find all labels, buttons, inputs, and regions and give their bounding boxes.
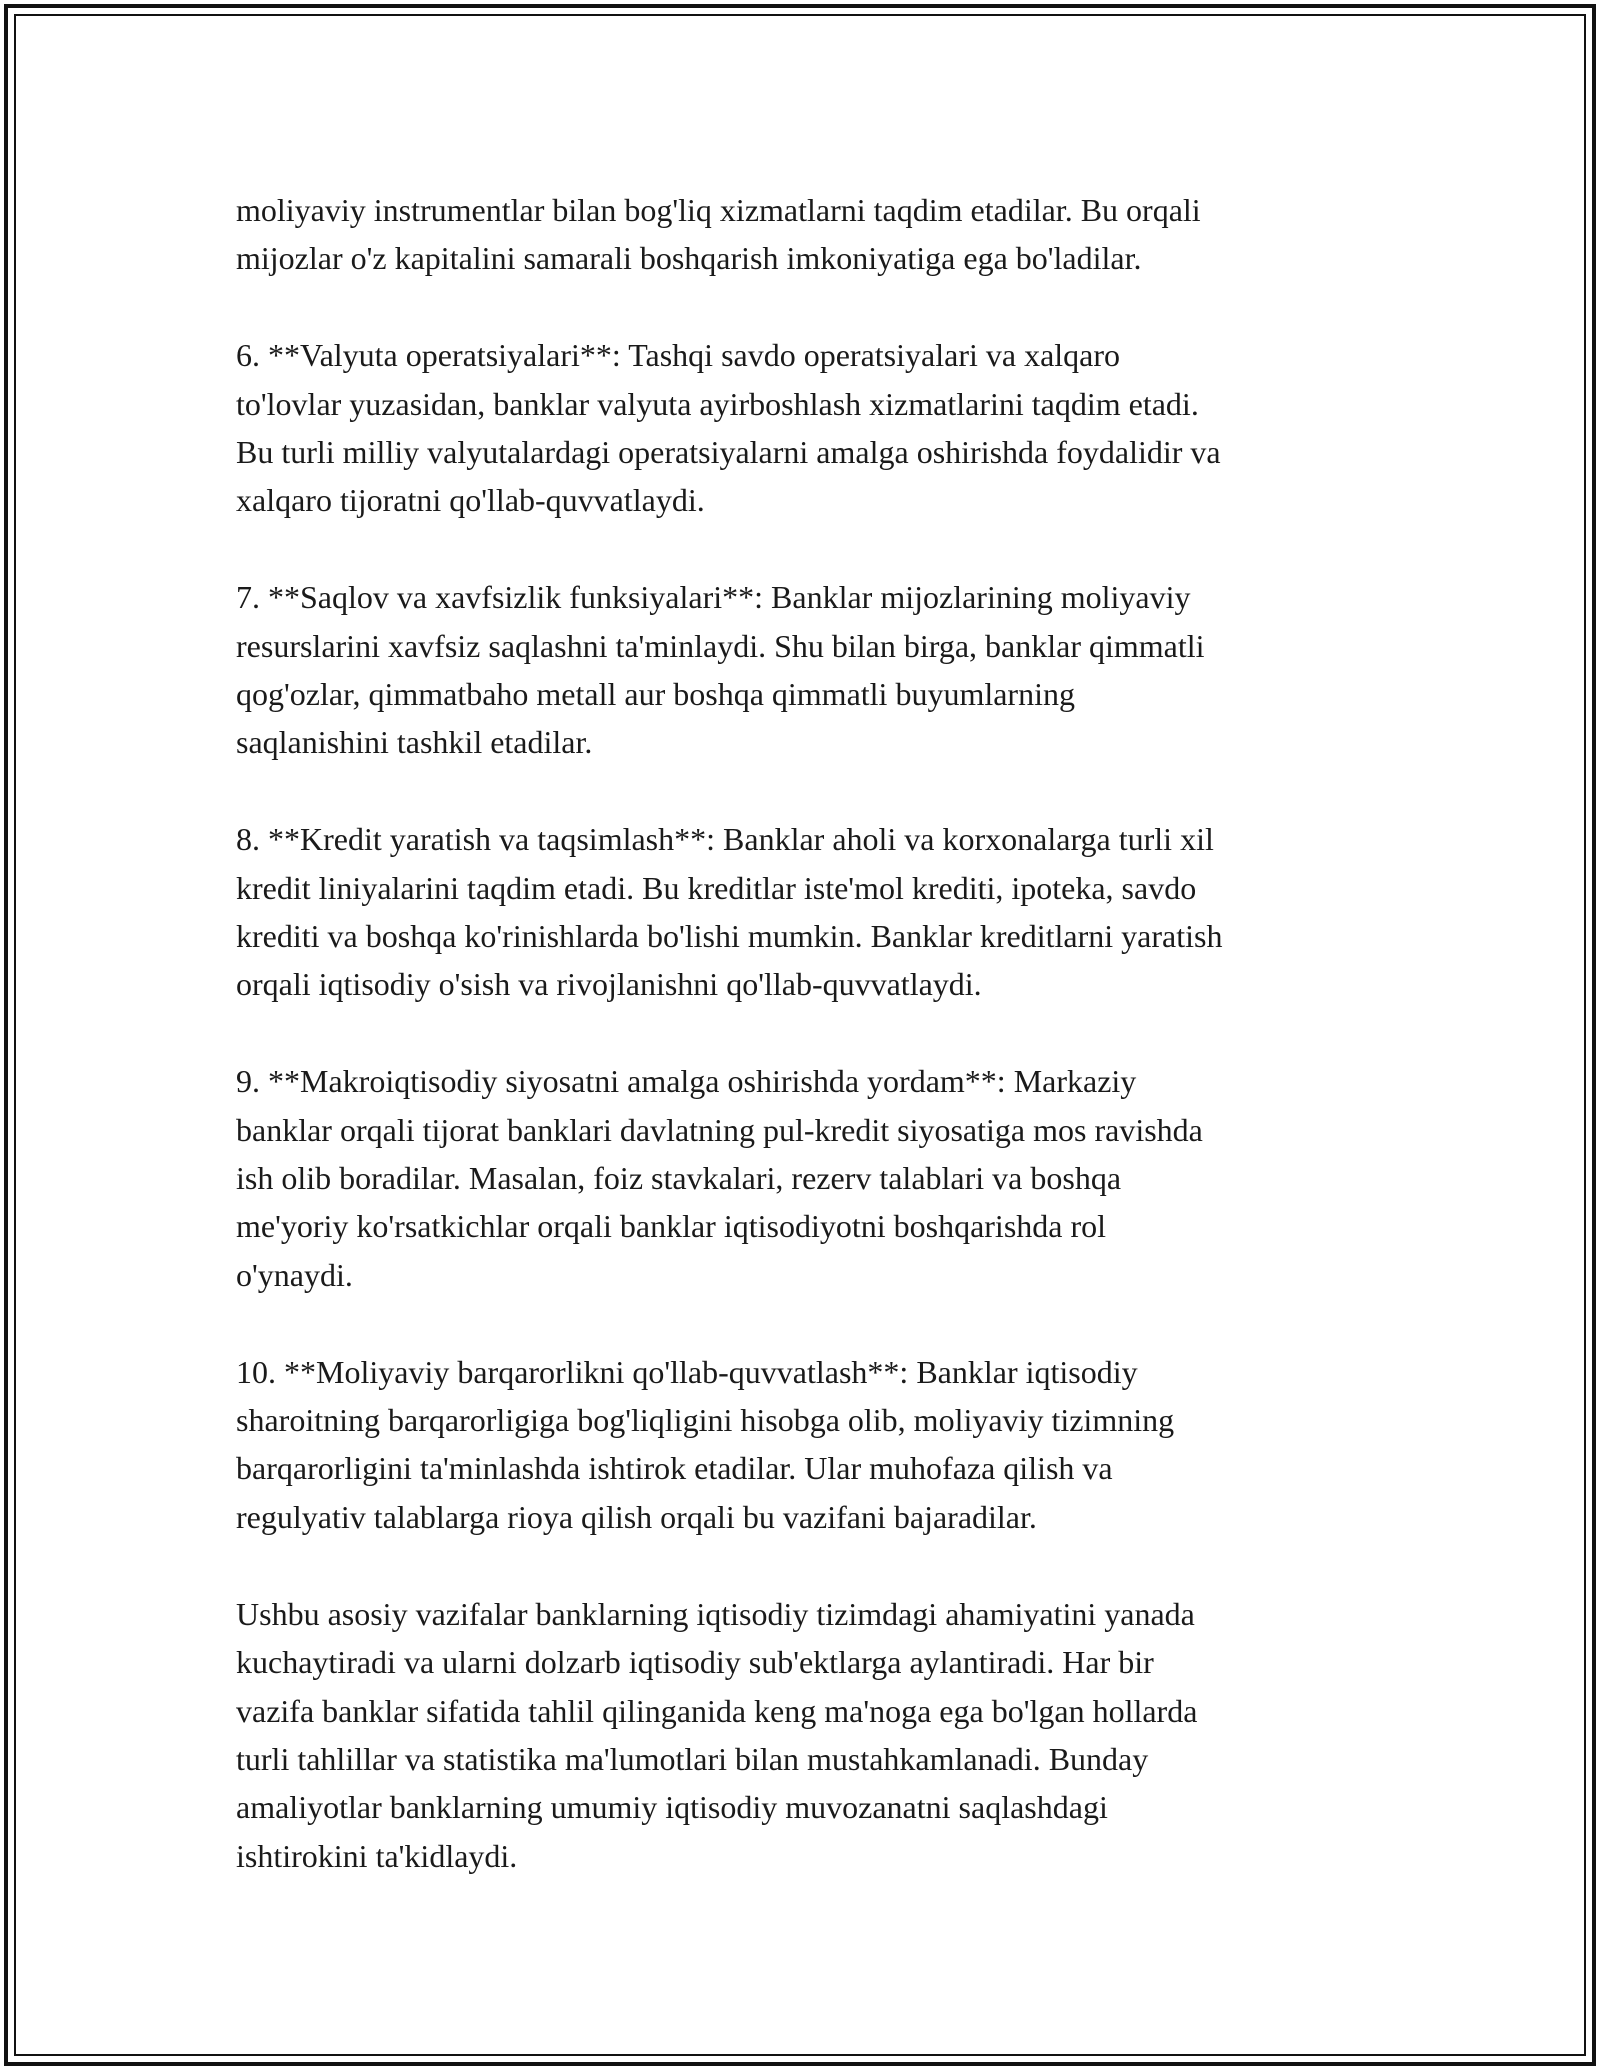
paragraph-financial-stability: 10. **Moliyaviy barqarorlikni qo'llab-quvvatlash**: Banklar iqtisodiy sharoitning barqarorligiga bog'liqligini hisobga olib, moliyaviy tizimning barqarorligini ta'minlashda ishtirok etadilar. Ular muhofaza qilish va regulyativ talablarga rioya qilish orqali bu vazifani bajaradilar.: [236, 1353, 1175, 1535]
document-body: [236, 186, 1386, 1929]
paragraph-intro-continuation: moliyaviy instrumentlar bilan bog'liq xizmatlarni taqdim etadilar. Bu orqali mijozlar o'z kapitalini samarali boshqarish imkoniyatiga ega bo'ladilar.: [236, 192, 1201, 277]
paragraph-currency-operations: 6. **Valyuta operatsiyalari**: Tashqi savdo operatsiyalari va xalqaro to'lovlar yuzasidan, banklar valyuta ayirboshlash xizmatlarini taqdim etadi. Bu turli milliy valyutalardagi operatsiyalarni amalga oshirishda foydalidir va xalqaro tijoratni qo'llab-quvvatlaydi.: [236, 337, 1221, 519]
paragraph-safekeeping-security: 7. **Saqlov va xavfsizlik funksiyalari**: Banklar mijozlarining moliyaviy resurslarini xavfsiz saqlashni ta'minlaydi. Shu bilan birga, banklar qimmatli qog'ozlar, qimmatbaho metall aur boshqa qimmatli buyumlarning saqlanishini tashkil etadilar.: [236, 579, 1205, 761]
paragraph-conclusion: Ushbu asosiy vazifalar banklarning iqtisodiy tizimdagi ahamiyatini yanada kuchaytiradi va ularni dolzarb iqtisodiy sub'ektlarga aylantiradi. Har bir vazifa banklar sifatida tahlil qilinganida keng ma'noga ega bo'lgan hollarda turli tahlillar va statistika ma'lumotlari bilan mustahkamlanadi. Bunday amaliyotlar banklarning umumiy iqtisodiy muvozanatni saqlashdagi ishtirokini ta'kidlaydi.: [236, 1595, 1198, 1874]
paragraph-macroeconomic-policy: 9. **Makroiqtisodiy siyosatni amalga oshirishda yordam**: Markaziy banklar orqali tijorat banklari davlatning pul-kredit siyosatiga mos ravishda ish olib boradilar. Masalan, foiz stavkalari, rezerv talablari va boshqa me'yoriy ko'rsatkichlar orqali banklar iqtisodiyotni boshqarishda rol o'ynaydi.: [236, 1063, 1203, 1293]
paragraph-credit-creation: 8. **Kredit yaratish va taqsimlash**: Banklar aholi va korxonalarga turli xil kredit liniyalarini taqdim etadi. Bu kreditlar iste'mol krediti, ipoteka, savdo krediti va boshqa ko'rinishlarda bo'lishi mumkin. Banklar kreditlarni yaratish orqali iqtisodiy o'sish va rivojlanishni qo'llab-quvvatlaydi.: [236, 821, 1223, 1003]
